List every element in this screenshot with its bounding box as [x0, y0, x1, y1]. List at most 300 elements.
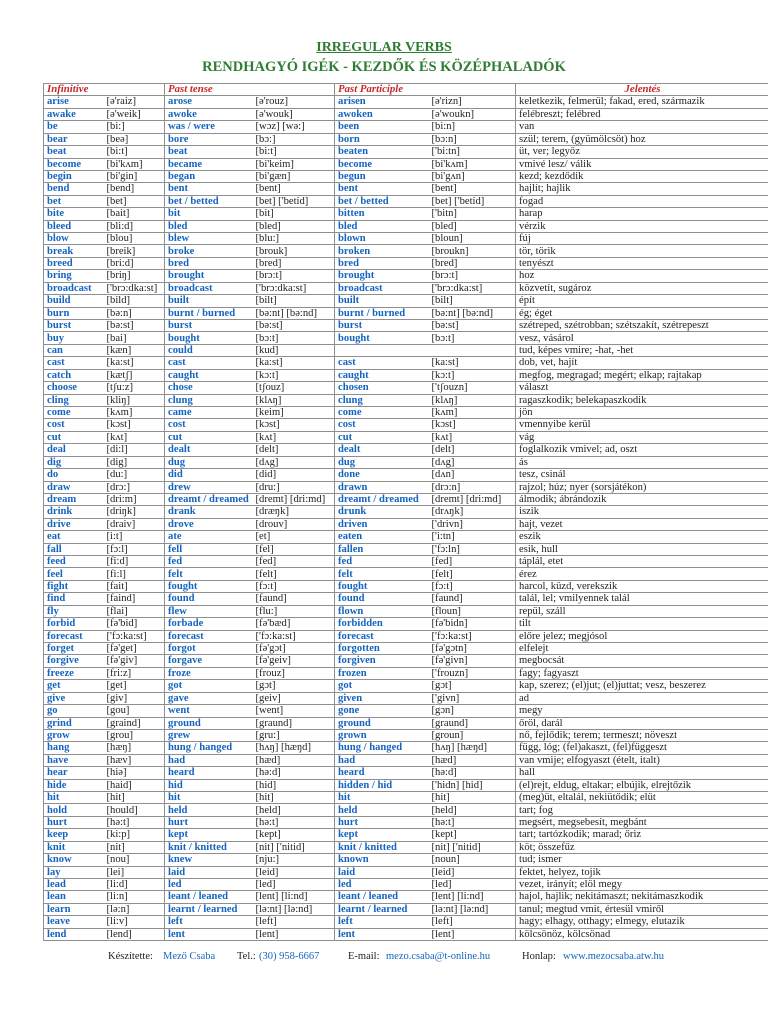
infinitive-pron-cell: [hiə] — [104, 767, 165, 779]
infinitive-cell: find — [44, 593, 104, 605]
past-participle-pron-cell: [led] — [429, 879, 516, 891]
past-participle-pron-cell: [bent] — [429, 183, 516, 195]
table-row — [44, 854, 768, 866]
past-participle-cell: born — [335, 133, 429, 145]
meaning-cell: álmodik; ábrándozik — [516, 493, 768, 505]
infinitive-cell: lean — [44, 891, 104, 903]
table-row — [44, 233, 768, 245]
past-participle-cell: blown — [335, 233, 429, 245]
meaning-cell: szétreped, szétrobban; szétszakít, szétrepeszt — [516, 320, 768, 332]
meaning-cell: hoz — [516, 270, 768, 282]
past-participle-cell: bred — [335, 257, 429, 269]
past-participle-cell: hidden / hid — [335, 779, 429, 791]
meaning-cell: foglalkozik vmivel; ad, oszt — [516, 444, 768, 456]
verb-table-body — [44, 96, 768, 941]
infinitive-pron-cell: [bri:d] — [104, 257, 165, 269]
past-participle-pron-cell: [dʌn] — [429, 469, 516, 481]
past-participle-cell — [335, 344, 429, 356]
past-participle-pron-cell: ['hidn] [hid] — [429, 779, 516, 791]
past-participle-pron-cell: [fɔ:t] — [429, 580, 516, 592]
infinitive-pron-cell: [bend] — [104, 183, 165, 195]
table-row — [44, 220, 768, 232]
table-row — [44, 680, 768, 692]
past-participle-cell: got — [335, 680, 429, 692]
past-tense-cell: grew — [165, 729, 253, 741]
infinitive-pron-cell: [fə'giv] — [104, 655, 165, 667]
infinitive-pron-cell: [beə] — [104, 133, 165, 145]
past-participle-cell: burst — [335, 320, 429, 332]
past-tense-cell: broke — [165, 245, 253, 257]
table-row — [44, 146, 768, 158]
past-participle-cell: dealt — [335, 444, 429, 456]
meaning-cell: fogad — [516, 195, 768, 207]
past-participle-cell: gone — [335, 705, 429, 717]
past-tense-pron-cell: [graund] — [253, 717, 335, 729]
infinitive-cell: cut — [44, 431, 104, 443]
table-row — [44, 568, 768, 580]
past-tense-pron-cell: [lent] [li:nd] — [253, 891, 335, 903]
past-tense-pron-cell: [bet] ['betid] — [253, 195, 335, 207]
infinitive-cell: broadcast — [44, 282, 104, 294]
infinitive-cell: knit — [44, 841, 104, 853]
table-row — [44, 332, 768, 344]
table-row — [44, 742, 768, 754]
table-row — [44, 642, 768, 654]
past-participle-pron-cell: [bilt] — [429, 295, 516, 307]
past-tense-cell: found — [165, 593, 253, 605]
past-tense-pron-cell: [lent] — [253, 928, 335, 940]
verb-table — [43, 83, 768, 941]
past-participle-pron-cell: ['drivn] — [429, 518, 516, 530]
infinitive-pron-cell: [du:] — [104, 469, 165, 481]
past-participle-cell: become — [335, 158, 429, 170]
past-tense-pron-cell: [frouz] — [253, 667, 335, 679]
past-participle-pron-cell: [bə:st] — [429, 320, 516, 332]
past-tense-pron-cell: [ə'rouz] — [253, 96, 335, 108]
author-name: Mező Csaba — [163, 951, 216, 962]
infinitive-pron-cell: [bli:d] — [104, 220, 165, 232]
meaning-cell: vezet, irányít; elöl megy — [516, 879, 768, 891]
past-tense-cell: kept — [165, 829, 253, 841]
past-participle-cell: arisen — [335, 96, 429, 108]
past-tense-pron-cell: [faund] — [253, 593, 335, 605]
meaning-cell: vérzik — [516, 220, 768, 232]
table-row — [44, 655, 768, 667]
email-link[interactable]: mezo.csaba@t-online.hu — [386, 951, 491, 962]
past-participle-cell: begun — [335, 170, 429, 182]
table-row — [44, 829, 768, 841]
past-tense-pron-cell: [kɔst] — [253, 419, 335, 431]
past-participle-cell: drawn — [335, 481, 429, 493]
table-row — [44, 879, 768, 891]
infinitive-pron-cell: [bai] — [104, 332, 165, 344]
past-tense-pron-cell: [drouv] — [253, 518, 335, 530]
table-row — [44, 406, 768, 418]
infinitive-pron-cell: [lə:n] — [104, 903, 165, 915]
infinitive-cell: burst — [44, 320, 104, 332]
past-participle-cell: led — [335, 879, 429, 891]
meaning-cell: tart; fog — [516, 804, 768, 816]
past-tense-cell: bit — [165, 208, 253, 220]
meaning-cell: keletkezik, felmerül; fakad, ered, származik — [516, 96, 768, 108]
past-participle-pron-cell: [nit] ['nitid] — [429, 841, 516, 853]
infinitive-pron-cell: [ki:p] — [104, 829, 165, 841]
meaning-cell: jön — [516, 406, 768, 418]
infinitive-pron-cell: [li:n] — [104, 891, 165, 903]
past-participle-cell: forgotten — [335, 642, 429, 654]
past-participle-pron-cell: [bi'gʌn] — [429, 170, 516, 182]
past-participle-pron-cell: [bloun] — [429, 233, 516, 245]
infinitive-pron-cell: [fi:l] — [104, 568, 165, 580]
past-tense-pron-cell: [brouk] — [253, 245, 335, 257]
past-participle-pron-cell: [gɔt] — [429, 680, 516, 692]
infinitive-pron-cell: [nou] — [104, 854, 165, 866]
infinitive-cell: learn — [44, 903, 104, 915]
table-row — [44, 841, 768, 853]
past-tense-cell: clung — [165, 394, 253, 406]
past-tense-cell: learnt / learned — [165, 903, 253, 915]
infinitive-cell: deal — [44, 444, 104, 456]
meaning-cell: iszik — [516, 506, 768, 518]
infinitive-pron-cell: [haid] — [104, 779, 165, 791]
past-participle-pron-cell: ['givn] — [429, 692, 516, 704]
past-tense-pron-cell: [hə:t] — [253, 816, 335, 828]
infinitive-cell: breed — [44, 257, 104, 269]
past-tense-cell: lent — [165, 928, 253, 940]
infinitive-cell: choose — [44, 382, 104, 394]
infinitive-pron-cell: [bi'kʌm] — [104, 158, 165, 170]
past-participle-cell: beaten — [335, 146, 429, 158]
past-participle-pron-cell: ['tʃouzn] — [429, 382, 516, 394]
infinitive-cell: fly — [44, 605, 104, 617]
past-participle-cell: cast — [335, 357, 429, 369]
infinitive-pron-cell: [kætʃ] — [104, 369, 165, 381]
infinitive-cell: feed — [44, 556, 104, 568]
meaning-cell: ragaszkodik; belekapaszkodik — [516, 394, 768, 406]
infinitive-pron-cell: [hæv] — [104, 754, 165, 766]
past-tense-cell: caught — [165, 369, 253, 381]
table-row — [44, 469, 768, 481]
past-tense-cell: did — [165, 469, 253, 481]
infinitive-cell: do — [44, 469, 104, 481]
meaning-cell: ás — [516, 456, 768, 468]
table-row — [44, 816, 768, 828]
table-row — [44, 320, 768, 332]
past-tense-pron-cell: [hə:d] — [253, 767, 335, 779]
meaning-cell: nő, fejlődik; terem; termeszt; növeszt — [516, 729, 768, 741]
past-participle-pron-cell: [kɔst] — [429, 419, 516, 431]
past-participle-pron-cell: [felt] — [429, 568, 516, 580]
table-row — [44, 344, 768, 356]
past-participle-cell: broadcast — [335, 282, 429, 294]
infinitive-cell: go — [44, 705, 104, 717]
past-tense-cell: fed — [165, 556, 253, 568]
past-tense-pron-cell: [kʌt] — [253, 431, 335, 443]
past-tense-pron-cell: [ka:st] — [253, 357, 335, 369]
past-participle-cell: dreamt / dreamed — [335, 493, 429, 505]
past-tense-cell: bore — [165, 133, 253, 145]
table-row — [44, 282, 768, 294]
infinitive-pron-cell: ['fɔ:ka:st] — [104, 630, 165, 642]
past-tense-pron-cell: [hæd] — [253, 754, 335, 766]
past-tense-cell: blew — [165, 233, 253, 245]
past-tense-pron-cell: [fə'geiv] — [253, 655, 335, 667]
past-tense-cell: knit / knitted — [165, 841, 253, 853]
infinitive-cell: bet — [44, 195, 104, 207]
past-tense-cell: built — [165, 295, 253, 307]
infinitive-cell: freeze — [44, 667, 104, 679]
past-tense-pron-cell: [kept] — [253, 829, 335, 841]
meaning-cell: van — [516, 121, 768, 133]
past-tense-cell: hung / hanged — [165, 742, 253, 754]
web-link[interactable]: www.mezocsaba.atw.hu — [563, 951, 664, 962]
past-tense-pron-cell: [fel] — [253, 543, 335, 555]
past-tense-cell: left — [165, 916, 253, 928]
past-participle-cell: lent — [335, 928, 429, 940]
meaning-cell: (meg)üt, eltalál, nekiütődik; elüt — [516, 792, 768, 804]
meaning-cell: repül, száll — [516, 605, 768, 617]
meaning-cell: hajt, vezet — [516, 518, 768, 530]
table-row — [44, 195, 768, 207]
past-tense-pron-cell: [bred] — [253, 257, 335, 269]
infinitive-pron-cell: [bild] — [104, 295, 165, 307]
past-tense-cell: came — [165, 406, 253, 418]
past-tense-pron-cell: [gru:] — [253, 729, 335, 741]
infinitive-pron-cell: [kæn] — [104, 344, 165, 356]
meaning-cell: megy — [516, 705, 768, 717]
past-participle-pron-cell: [kʌt] — [429, 431, 516, 443]
table-row — [44, 369, 768, 381]
past-participle-cell: forbidden — [335, 618, 429, 630]
meaning-cell: dob, vet, hajít — [516, 357, 768, 369]
meaning-cell: megfog, megragad; megért; elkap; rajtakap — [516, 369, 768, 381]
past-tense-pron-cell: [et] — [253, 531, 335, 543]
table-row — [44, 754, 768, 766]
meaning-cell: felébreszt; felébred — [516, 108, 768, 120]
past-tense-pron-cell: [nit] ['nitid] — [253, 841, 335, 853]
past-tense-cell: bred — [165, 257, 253, 269]
meaning-cell: harcol, küzd, verekszik — [516, 580, 768, 592]
table-row — [44, 357, 768, 369]
infinitive-cell: arise — [44, 96, 104, 108]
table-row — [44, 493, 768, 505]
table-row — [44, 705, 768, 717]
past-participle-pron-cell: [dremt] [dri:md] — [429, 493, 516, 505]
past-participle-cell: come — [335, 406, 429, 418]
past-tense-pron-cell: [wɔz] [wə:] — [253, 121, 335, 133]
infinitive-pron-cell: [li:d] — [104, 879, 165, 891]
infinitive-cell: fall — [44, 543, 104, 555]
footer — [0, 951, 768, 971]
infinitive-pron-cell: [get] — [104, 680, 165, 692]
infinitive-cell: have — [44, 754, 104, 766]
past-tense-pron-cell: [hid] — [253, 779, 335, 791]
past-participle-pron-cell: ['brɔ:dka:st] — [429, 282, 516, 294]
past-participle-cell: forgiven — [335, 655, 429, 667]
meaning-cell: talál, lel; vmilyennek talál — [516, 593, 768, 605]
meaning-cell: táplál, etet — [516, 556, 768, 568]
table-row — [44, 891, 768, 903]
meaning-cell: harap — [516, 208, 768, 220]
meaning-cell: megsért, megsebesít, megbánt — [516, 816, 768, 828]
past-participle-pron-cell: [dʌg] — [429, 456, 516, 468]
past-tense-pron-cell: [bi'keim] — [253, 158, 335, 170]
past-participle-pron-cell: [brɔ:t] — [429, 270, 516, 282]
past-tense-cell: fought — [165, 580, 253, 592]
past-participle-pron-cell: [fə'gɔtn] — [429, 642, 516, 654]
meaning-cell: tanul; megtud vmit, értesül vmiről — [516, 903, 768, 915]
past-participle-pron-cell: [ka:st] — [429, 357, 516, 369]
meaning-cell: tilt — [516, 618, 768, 630]
past-participle-cell: given — [335, 692, 429, 704]
table-row — [44, 382, 768, 394]
header-meaning: Jelentés — [516, 84, 768, 96]
past-participle-cell: known — [335, 854, 429, 866]
infinitive-cell: break — [44, 245, 104, 257]
author-label: Készítette: — [108, 951, 153, 962]
table-row — [44, 605, 768, 617]
past-participle-pron-cell: [bə:nt] [bə:nd] — [429, 307, 516, 319]
past-tense-cell: flew — [165, 605, 253, 617]
table-row — [44, 270, 768, 282]
past-tense-cell: could — [165, 344, 253, 356]
table-row — [44, 618, 768, 630]
infinitive-pron-cell: [di:l] — [104, 444, 165, 456]
infinitive-cell: fight — [44, 580, 104, 592]
past-tense-cell: leant / leaned — [165, 891, 253, 903]
past-tense-cell: drew — [165, 481, 253, 493]
meaning-cell: tart; tartózkodik; marad; őriz — [516, 829, 768, 841]
past-participle-pron-cell: [delt] — [429, 444, 516, 456]
past-tense-cell: cut — [165, 431, 253, 443]
table-row — [44, 108, 768, 120]
meaning-cell: tud; ismer — [516, 854, 768, 866]
infinitive-pron-cell: [briŋ] — [104, 270, 165, 282]
infinitive-cell: can — [44, 344, 104, 356]
table-row — [44, 307, 768, 319]
past-participle-pron-cell: [hə:d] — [429, 767, 516, 779]
past-tense-pron-cell: [bit] — [253, 208, 335, 220]
meaning-cell: közvetít, sugároz — [516, 282, 768, 294]
table-row — [44, 518, 768, 530]
meaning-cell: választ — [516, 382, 768, 394]
meaning-cell: előre jelez; megjósol — [516, 630, 768, 642]
phone-label: Tel.: — [237, 951, 256, 962]
table-row — [44, 779, 768, 791]
past-participle-cell: leant / leaned — [335, 891, 429, 903]
past-participle-cell: burnt / burned — [335, 307, 429, 319]
infinitive-cell: bring — [44, 270, 104, 282]
infinitive-cell: draw — [44, 481, 104, 493]
past-tense-cell: hit — [165, 792, 253, 804]
header-infinitive: Infinitive — [44, 84, 165, 96]
past-tense-pron-cell: ['fɔ:ka:st] — [253, 630, 335, 642]
past-tense-cell: beat — [165, 146, 253, 158]
past-tense-cell: held — [165, 804, 253, 816]
infinitive-cell: bite — [44, 208, 104, 220]
infinitive-pron-cell: [hə:t] — [104, 816, 165, 828]
infinitive-cell: forbid — [44, 618, 104, 630]
past-participle-pron-cell: [klʌŋ] — [429, 394, 516, 406]
meaning-cell: fúj — [516, 233, 768, 245]
table-row — [44, 121, 768, 133]
past-tense-pron-cell: [blu:] — [253, 233, 335, 245]
past-tense-pron-cell: [flu:] — [253, 605, 335, 617]
past-participle-pron-cell: [floun] — [429, 605, 516, 617]
infinitive-pron-cell: [hit] — [104, 792, 165, 804]
infinitive-cell: get — [44, 680, 104, 692]
past-participle-pron-cell: [bet] ['betid] — [429, 195, 516, 207]
past-participle-cell: been — [335, 121, 429, 133]
infinitive-pron-cell: [fɔ:l] — [104, 543, 165, 555]
table-row — [44, 543, 768, 555]
past-tense-pron-cell: [led] — [253, 879, 335, 891]
past-participle-cell: broken — [335, 245, 429, 257]
infinitive-cell: dream — [44, 493, 104, 505]
past-tense-cell: froze — [165, 667, 253, 679]
past-tense-pron-cell: [bə:nt] [bə:nd] — [253, 307, 335, 319]
table-row — [44, 767, 768, 779]
infinitive-pron-cell: [fait] — [104, 580, 165, 592]
past-participle-cell: hit — [335, 792, 429, 804]
past-participle-pron-cell: [lent] — [429, 928, 516, 940]
table-row — [44, 717, 768, 729]
past-participle-cell: ground — [335, 717, 429, 729]
past-tense-cell: cast — [165, 357, 253, 369]
past-tense-cell: ate — [165, 531, 253, 543]
table-row — [44, 580, 768, 592]
past-tense-cell: went — [165, 705, 253, 717]
infinitive-pron-cell: [tʃu:z] — [104, 382, 165, 394]
past-participle-cell: left — [335, 916, 429, 928]
past-participle-pron-cell: [kʌm] — [429, 406, 516, 418]
past-participle-cell: held — [335, 804, 429, 816]
meaning-cell: vmivé lesz/ válik — [516, 158, 768, 170]
table-row — [44, 506, 768, 518]
past-participle-pron-cell: [gɔn] — [429, 705, 516, 717]
infinitive-cell: drink — [44, 506, 104, 518]
meaning-cell: van vmije; elfogyaszt (ételt, italt) — [516, 754, 768, 766]
infinitive-pron-cell: [fi:d] — [104, 556, 165, 568]
infinitive-cell: forget — [44, 642, 104, 654]
past-tense-cell: broadcast — [165, 282, 253, 294]
infinitive-pron-cell: [li:v] — [104, 916, 165, 928]
past-tense-pron-cell: [felt] — [253, 568, 335, 580]
past-tense-pron-cell: [bɔ:] — [253, 133, 335, 145]
infinitive-pron-cell: [drɔ:] — [104, 481, 165, 493]
past-participle-pron-cell: [hʌŋ] [hæŋd] — [429, 742, 516, 754]
table-row — [44, 903, 768, 915]
past-tense-cell: drank — [165, 506, 253, 518]
past-participle-cell: heard — [335, 767, 429, 779]
past-participle-pron-cell: [fed] — [429, 556, 516, 568]
infinitive-cell: feel — [44, 568, 104, 580]
past-participle-pron-cell: [fə'givn] — [429, 655, 516, 667]
past-tense-cell: bled — [165, 220, 253, 232]
meaning-cell: hagy; elhagy, otthagy; elmegy, elutazik — [516, 916, 768, 928]
past-participle-cell: fallen — [335, 543, 429, 555]
meaning-cell: üt, ver; legyőz — [516, 146, 768, 158]
past-tense-pron-cell: [tʃouz] — [253, 382, 335, 394]
past-tense-pron-cell: [ə'wouk] — [253, 108, 335, 120]
past-participle-cell: bought — [335, 332, 429, 344]
past-participle-pron-cell: [broukn] — [429, 245, 516, 257]
infinitive-cell: cast — [44, 357, 104, 369]
past-tense-cell: ground — [165, 717, 253, 729]
infinitive-pron-cell: [bi:] — [104, 121, 165, 133]
table-row — [44, 444, 768, 456]
infinitive-pron-cell: [hould] — [104, 804, 165, 816]
